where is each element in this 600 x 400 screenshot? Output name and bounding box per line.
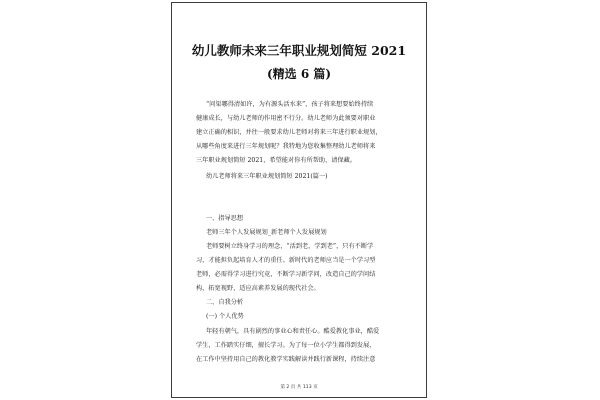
body-line: 老师要树立终身学习的理念，“活到老，学到老”，只有不断学 (206, 243, 374, 250)
document-page (171, 2, 427, 398)
document-title: 幼儿教师未来三年职业规划简短 2021 (191, 43, 407, 58)
body-line: 老师，必需得学习进行究竟，不断学习新学问，改造自己的学问结 (196, 271, 376, 278)
document-subtitle: (精选 6 篇) (266, 67, 332, 81)
body-line: 学生，工作踏实仔细，擅长学习。为了每一位小学生都得到发展， (196, 342, 376, 349)
body-line: 在工作中坚持用自己的教化教学实践解读并践行新课程，持续注意 (196, 356, 376, 363)
section-title: 二、自我分析 (206, 299, 244, 306)
intro-line: “问渠哪得清如许，为有源头活水来”，孩子将来想要始终持续 (206, 101, 374, 108)
section-subtitle: (一) 个人优势 (206, 313, 244, 320)
intro-line: 三年职业规划简短 2021，希望能对你有所帮助，请保藏。 (196, 157, 357, 164)
intro-line: 健康成长，与幼儿老师的作用密不行分。幼儿老师为此须要对职业 (196, 115, 376, 122)
section-title: 一、指导思想 (206, 215, 244, 222)
section-subtitle: 老师三年个人发展规划_新老师个人发展规划 (206, 229, 327, 236)
intro-line: 建立正确的相识，并往一般要求幼儿老师对将来三年进行职业规划， (196, 129, 382, 136)
body-line: 年轻有朝气，具有剧烈的事业心和责任心。酷爱教化事业，酷爱 (206, 328, 380, 335)
page-number-footer: 第 2 页 共 113 页 (280, 385, 318, 390)
article-heading: 幼儿老师将来三年职业规划简短 2021(篇一) (206, 173, 328, 180)
intro-line: 从哪些角度来进行三年规划呢？我特地为您收集整理幼儿老师将来 (196, 143, 376, 150)
body-line: 习，才能担负起培育人才的重任。新时代的老师应当是一个学习型 (196, 257, 376, 264)
body-line: 构，拓宽视野，适应高素养发展的现代社会。 (196, 285, 320, 292)
